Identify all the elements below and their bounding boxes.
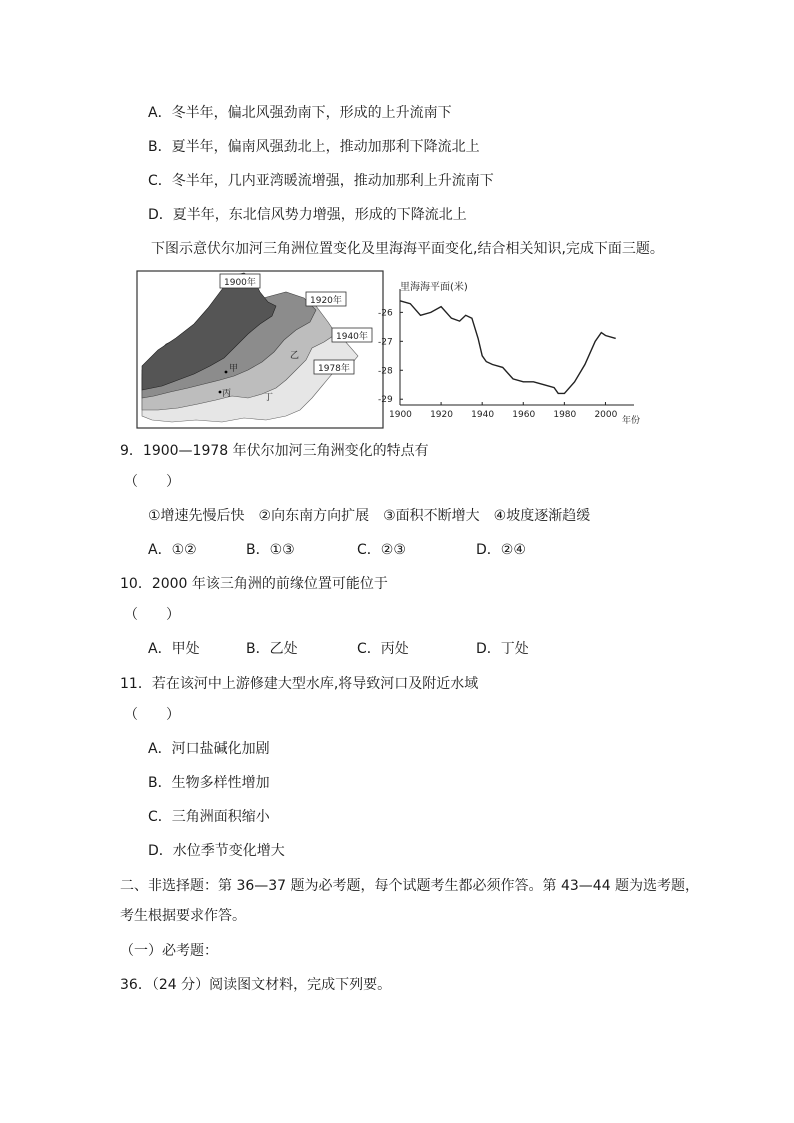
q10-stem: 10．2000 年该三角洲的前缘位置可能位于 (120, 576, 388, 592)
q8-option-a: A．冬半年，偏北风强劲南下，形成的上升流南下 (148, 105, 452, 121)
chart-ylabel: 里海海平面(米) (400, 282, 468, 293)
section2-line2: 考生根据要求作答。 (120, 908, 246, 924)
q11-option-d: D．水位季节变化增大 (148, 843, 285, 859)
x-tick-label: 1900 (389, 410, 412, 420)
q11-option-a: A．河口盐碱化加剧 (148, 741, 270, 757)
delta-map (136, 270, 384, 430)
x-tick-label: 1940 (471, 410, 495, 420)
q11-paren: （ ） (124, 707, 180, 723)
x-tick-label: 2000 (594, 410, 618, 420)
q9-stem: 9．1900—1978 年伏尔加河三角洲变化的特点有 (120, 443, 429, 459)
q10-option-c: C．丙处 (357, 641, 409, 657)
required-heading: （一）必考题： (120, 943, 218, 959)
chart-xlabel: 年份 (622, 416, 641, 426)
place-bing: 丙 (222, 389, 232, 399)
place-yi: 乙 (290, 351, 300, 361)
q11-option-c: C．三角洲面积缩小 (148, 809, 270, 825)
y-tick-label: -29 (378, 395, 393, 406)
place-ding: 丁 (264, 393, 274, 403)
q8-option-d: D．夏半年，东北信风势力增强，形成的下降流北上 (148, 207, 467, 223)
chart-axes (400, 289, 634, 405)
q36-stem: 36．（24 分）阅读图文材料，完成下列要。 (120, 977, 392, 993)
map-label-1900: 1900年 (224, 278, 256, 288)
q10-option-d: D．丁处 (476, 641, 529, 657)
q11-option-b: B．生物多样性增加 (148, 775, 270, 791)
map-label-1940: 1940年 (336, 332, 368, 342)
x-tick-label: 1980 (553, 410, 577, 420)
q9-option-c: C．②③ (357, 542, 406, 558)
figure-intro: 下图示意伏尔加河三角洲位置变化及里海海平面变化,结合相关知识,完成下面三题。 (151, 241, 664, 257)
q9-paren: （ ） (124, 474, 180, 490)
section2-line1: 二、非选择题：第 36—37 题为必考题，每个试题考生都必须作答。第 43—44 题为选考题， (120, 878, 700, 894)
q9-option-a: A．①② (148, 542, 197, 558)
x-tick-label: 1920 (430, 410, 453, 420)
y-tick-label: -26 (378, 308, 393, 319)
place-jia: 甲 (229, 364, 239, 374)
q11-stem: 11．若在该河中上游修建大型水库,将导致河口及附近水域 (120, 676, 479, 692)
sea-level-line (400, 301, 616, 394)
q8-option-b: B．夏半年，偏南风强劲北上，推动加那利下降流北上 (148, 139, 480, 155)
place-jia-dot (225, 371, 228, 374)
q10-paren: （ ） (124, 607, 180, 623)
y-tick-label: -28 (378, 366, 393, 377)
q10-option-b: B．乙处 (246, 641, 298, 657)
q9-items: ①增速先慢后快 ②向东南方向扩展 ③面积不断增大 ④坡度逐渐趋缓 (148, 508, 591, 524)
q9-option-d: D．②④ (476, 542, 526, 558)
map-label-1920: 1920年 (310, 296, 342, 306)
q9-option-b: B．①③ (246, 542, 295, 558)
map-label-1978: 1978年 (318, 364, 350, 374)
q8-option-c: C．冬半年，几内亚湾暖流增强，推动加那利上升流南下 (148, 173, 494, 189)
q10-option-a: A．甲处 (148, 641, 200, 657)
caspian-sea-level-chart (356, 275, 656, 430)
x-tick-label: 1960 (512, 410, 536, 420)
y-tick-label: -27 (378, 337, 393, 348)
place-bing-dot (219, 391, 222, 394)
